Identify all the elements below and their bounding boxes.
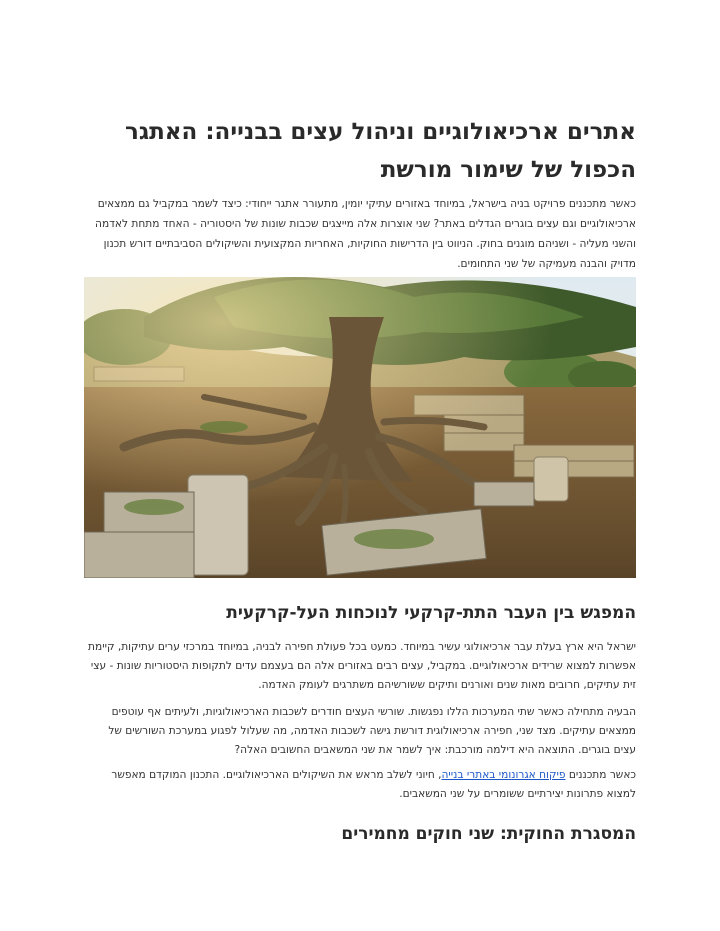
paragraph-3-start: כאשר מתכננים	[565, 769, 636, 781]
intro-paragraph: כאשר מתכננים פרויקט בניה בישראל, במיוחד באזורים עתיקי יומין, מתעורר אתגר ייחודי: כיצד לשמר במקביל גם ממצאים ארכיאולוגיים וגם עצים בוגרים הגדלים באתר? שני אוצרות אלה מייצגים שכבות שונות של היסטוריה - האחד מתחת לאדמה והשני מעליה - ושניהם מוגנים בחוק. הניווט בין הדרישות החוקיות, האחריות המקצועית והשיקולים הסביבתיים דורש תכנון מדויק והבנה מעמיקה של שני התחומים.	[95, 198, 636, 270]
hero-image	[84, 277, 636, 578]
paragraph-3	[84, 766, 636, 804]
section-heading-legal: המסגרת החוקית: שני חוקים מחמירים	[341, 824, 636, 844]
paragraph-3-end: , חיוני לשלב מראש את השיקולים הארכיאולוגיים. התכנון המוקדם מאפשר למצוא פתרונות יצירתיים ששומרים על שני המשאבים.	[111, 769, 636, 800]
paragraph-2: הבעיה מתחילה כאשר שתי המערכות הללו נפגשות. שורשי העצים חודרים לשכבות הארכיאולוגיות, ולעיתים אף עוטפים ממצאים עתיקים. מצד שני, חפירה ארכיאולוגית דורשת גישה לשכבות האדמה, מה שעלול לפגוע במערכת השורשים של עצים בוגרים. התוצאה היא דילמה מורכבת: איך לשמר את שני המשאבים החשובים האלה?	[108, 706, 636, 756]
paragraph-1: ישראל היא ארץ בעלת עבר ארכיאולוגי עשיר במיוחד. כמעט בכל פעולת חפירה לבניה, במיוחד במרכזי ערים עתיקות, קיימת אפשרות למצוא שרידים ארכיאולוגיים. במקביל, עצים רבים באזורים אלה הם בעצמם עדים לתקופות היסטוריות שונות - עצי זית עתיקים, חרובים מאות שנים ואורנים ותיקים ששורשיהם משתרגים לעומק האדמה.	[88, 641, 636, 691]
section-heading-intersection: המפגש בין העבר התת-קרקעי לנוכחות העל-קרקעית	[226, 603, 636, 623]
agronomic-supervision-link[interactable]: פיקוח אגרונומי באתרי בנייה	[441, 769, 566, 781]
page-title: אתרים ארכיאולוגיים וניהול עצים בבנייה: האתגר הכפול של שימור מורשת	[124, 119, 636, 183]
